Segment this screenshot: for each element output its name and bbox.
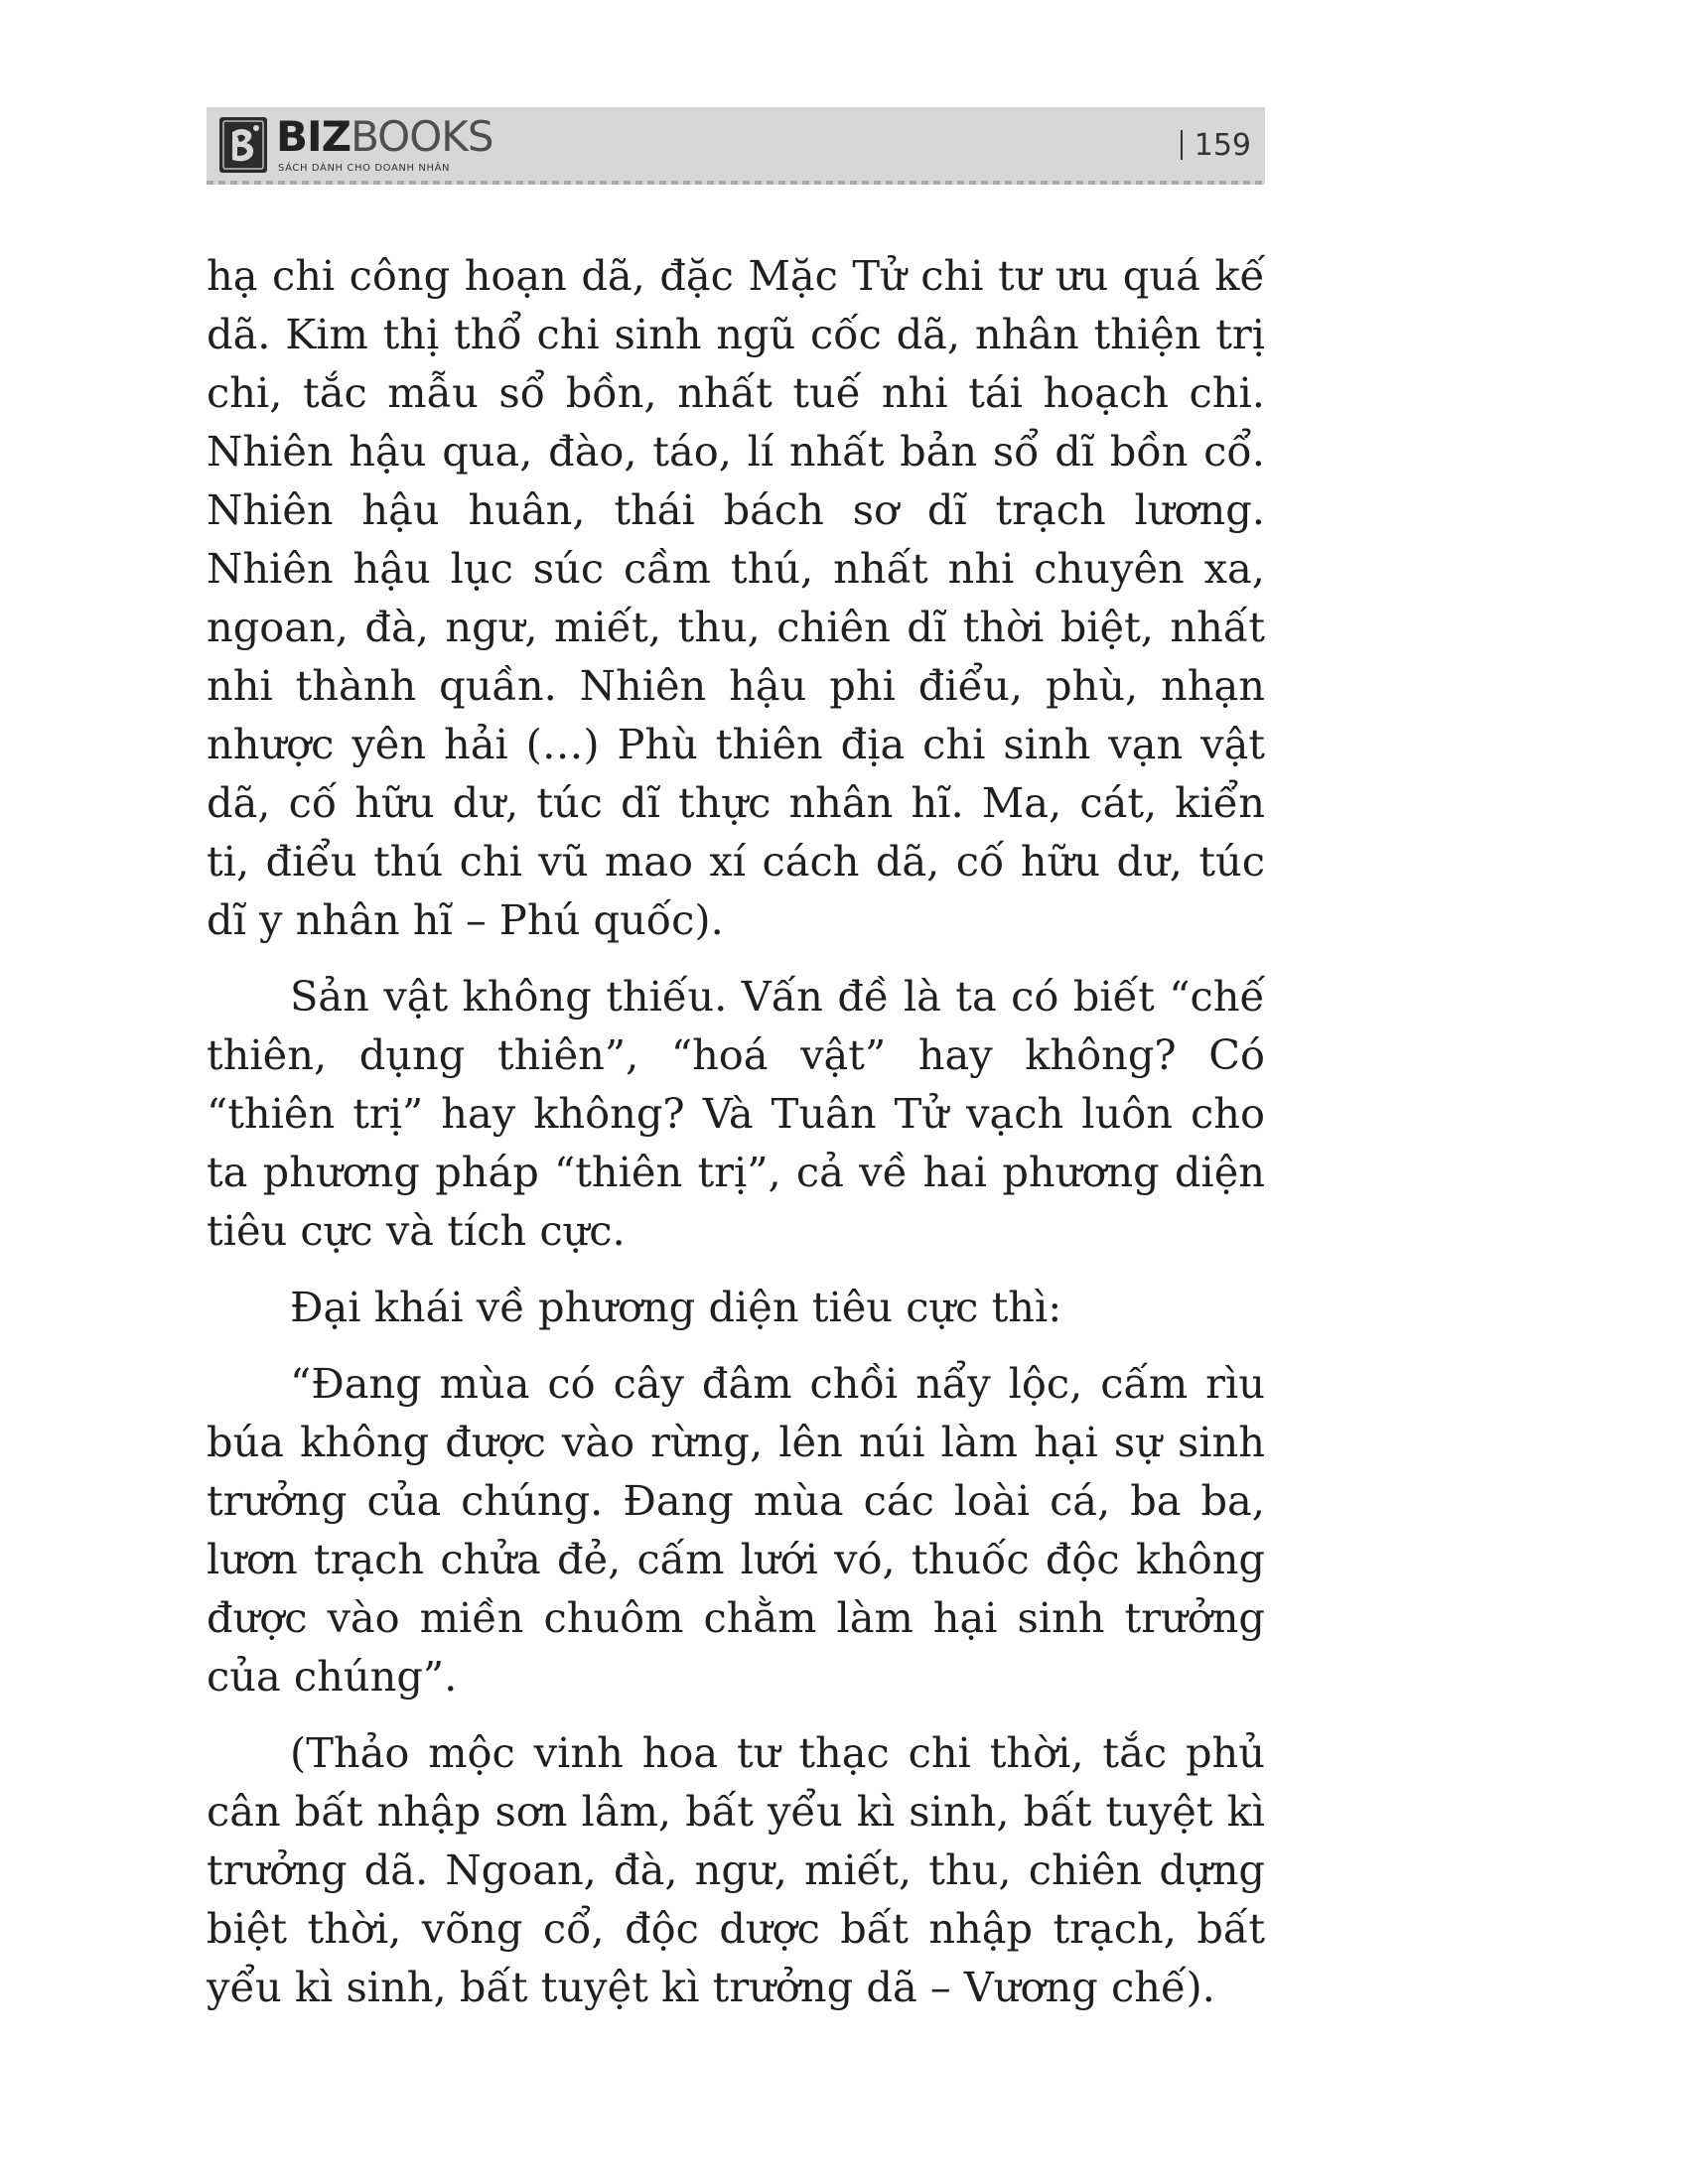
header-dashed-rule: [207, 181, 1265, 185]
running-header: [207, 107, 1265, 185]
paragraph-continued: hạ chi công hoạn dã, đặc Mặc Tử chi tư ưu quá kế dã. Kim thị thổ chi sinh ngũ cốc dã, nhân thiện trị chi, tắc mẫu sổ bồn, nhất tuế nhi tái hoạch chi. Nhiên hậu qua, đào, táo, lí nhất bản sổ dĩ bồn cổ. Nhiên hậu huân, thái bách sơ dĩ trạch lương. Nhiên hậu lục súc cầm thú, nhất nhi chuyên xa, ngoan, đà, ngư, miết, thu, chiên dĩ thời biệt, nhất nhi thành quần. Nhiên hậu phi điểu, phù, nhạn nhược yên hải (…) Phù thiên địa chi sinh vạn vật dã, cố hữu dư, túc dĩ thực nhân hĩ. Ma, cát, kiển ti, điểu thú chi vũ mao xí cách dã, cố hữu dư, túc dĩ y nhân hĩ – Phú quốc).: [207, 251, 1265, 944]
paragraph: Sản vật không thiếu. Vấn đề là ta có biết “chế thiên, dụng thiên”, “hoá vật” hay không? Có “thiên trị” hay không? Và Tuân Tử vạch luôn cho ta phương pháp “thiên trị”, cả về hai phương diện tiêu cực và tích cực.: [207, 972, 1265, 1255]
page-number-value: 159: [1194, 128, 1251, 163]
paragraph-quote: “Đang mùa có cây đâm chồi nẩy lộc, cấm rìu búa không được vào rừng, lên núi làm hại sự sinh trưởng của chúng. Đang mùa các loài cá, ba ba, lươn trạch chửa đẻ, cấm lưới vó, thuốc độc không được vào miền chuôm chằm làm hại sinh trưởng của chúng”.: [207, 1359, 1265, 1701]
page-body: [207, 246, 1265, 2034]
page-number-divider: [1181, 130, 1183, 160]
page-number: [1181, 129, 1251, 163]
brand-name: BIZBOOKS: [276, 112, 493, 161]
brand-tagline: SÁCH DÀNH CHO DOANH NHÂN: [278, 163, 451, 174]
paragraph-original-text: (Thảo mộc vinh hoa tư thạc chi thời, tắc phủ cân bất nhập sơn lâm, bất yểu kì sinh, bất tuyệt kì trưởng dã. Ngoan, đà, ngư, miết, thu, chiên dựng biệt thời, võng cổ, độc dược bất nhập trạch, bất yểu kì sinh, bất tuyệt kì trưởng dã – Vương chế).: [207, 1728, 1265, 2011]
bizbooks-logo-icon: [218, 116, 268, 174]
paragraph: Đại khái về phương diện tiêu cực thì:: [290, 1283, 1062, 1331]
